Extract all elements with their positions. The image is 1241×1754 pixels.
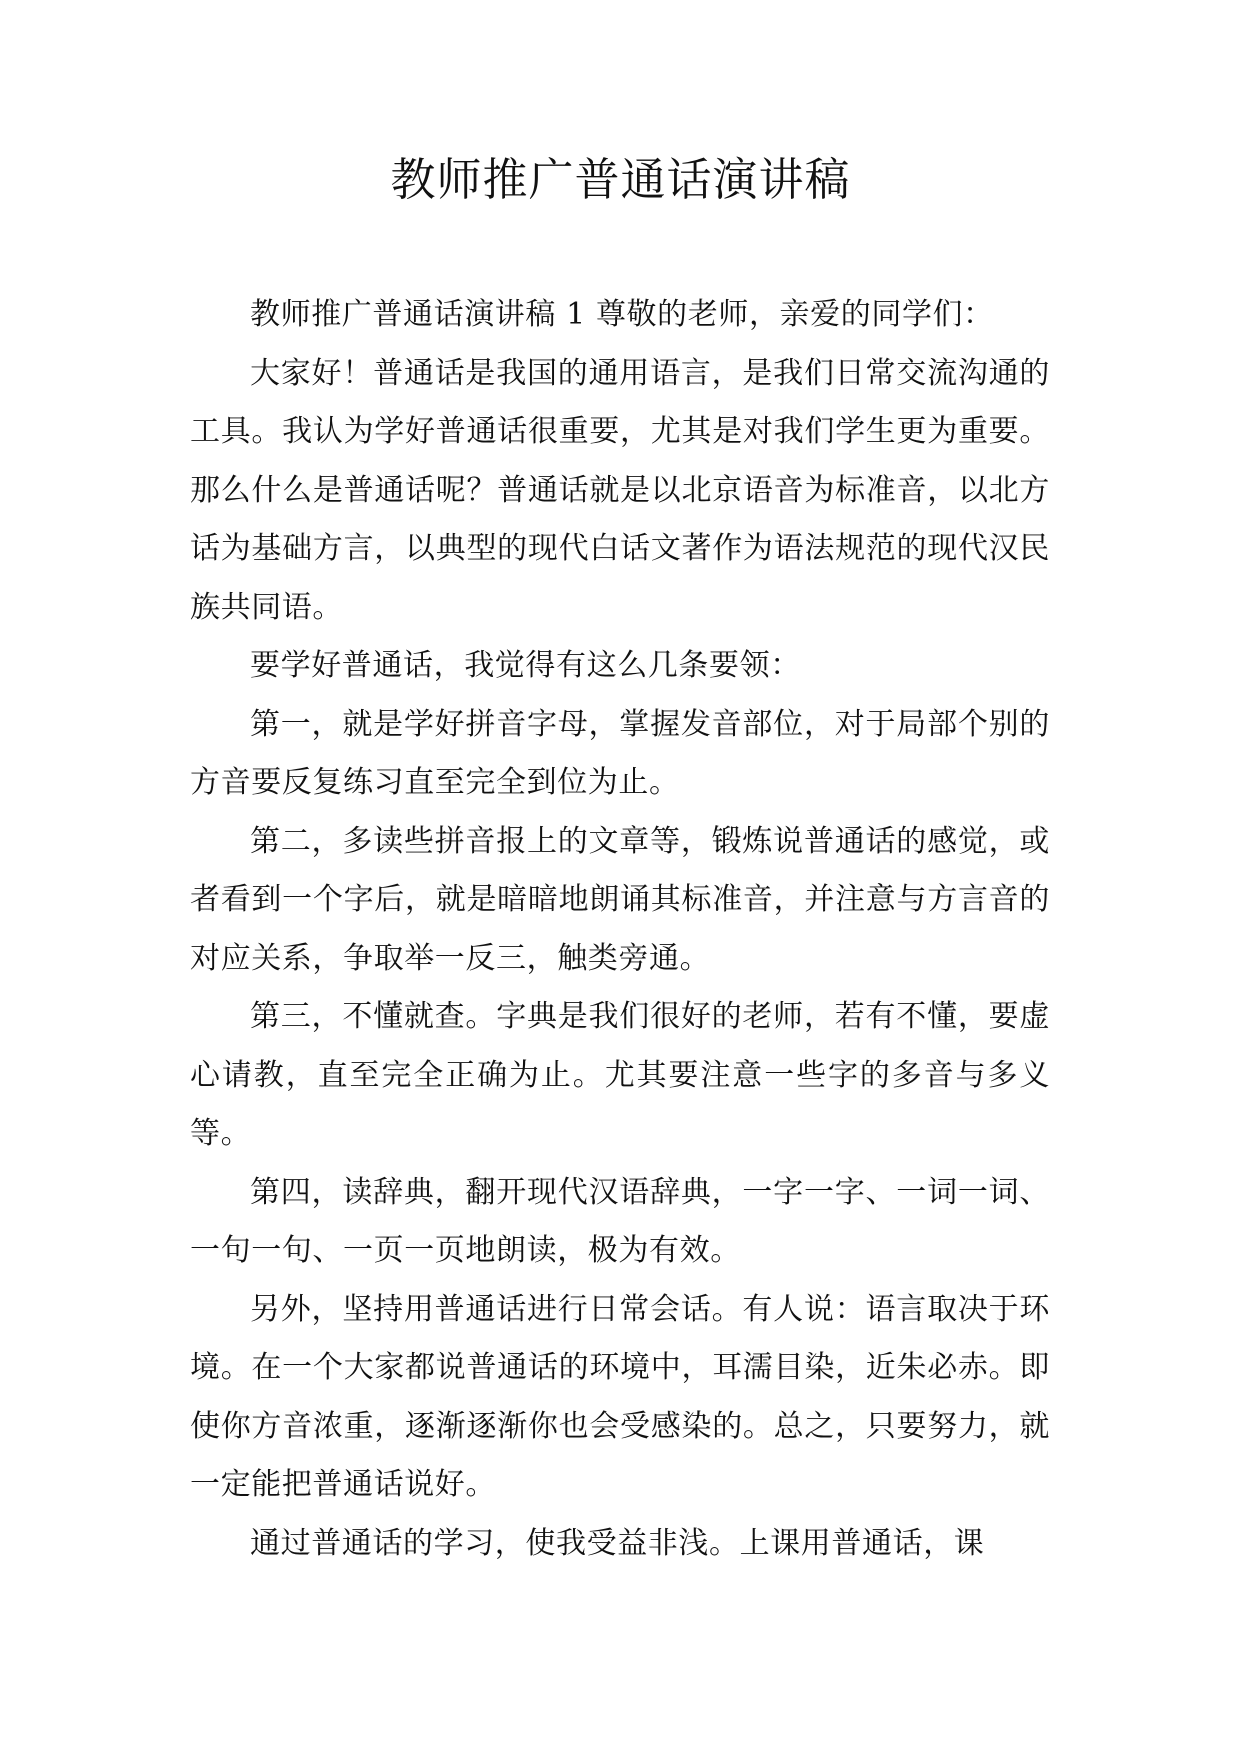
paragraph-key-points-lead: 要学好普通话，我觉得有这么几条要领： xyxy=(250,648,801,683)
paragraph-conclusion-partial: 通过普通话的学习，使我受益非浅。上课用普通话，课 xyxy=(250,1525,985,1561)
paragraph-intro: 大家好！普通话是我国的通用语言，是我们日常交流沟通的工具。我认为学好普通话很重要，尤其是对我们学生更为重要。那么什么是普通话呢？普通话就是以北京语音为标准音，以北方话为基础方言，以典型的现代白话文著作为语法规范的现代汉民族共同语。 xyxy=(190,355,1050,625)
paragraph-point-one: 第一，就是学好拼音字母，掌握发音部位，对于局部个别的方音要反复练习直至完全到位为止。 xyxy=(190,706,1050,800)
paragraph-point-two: 第二，多读些拼音报上的文章等，锻炼说普通话的感觉，或者看到一个字后，就是暗暗地朗诵其标准音，并注意与方言音的对应关系，争取举一反三，触类旁通。 xyxy=(190,823,1050,976)
paragraph-additional: 另外，坚持用普通话进行日常会话。有人说：语言取决于环境。在一个大家都说普通话的环境中，耳濡目染，近朱必赤。即使你方音浓重，逐渐逐渐你也会受感染的。总之，只要努力，就一定能把普通话说好。 xyxy=(190,1291,1050,1502)
document-body xyxy=(190,286,1050,1573)
paragraph-salutation: 教师推广普通话演讲稿 1 尊敬的老师，亲爱的同学们： xyxy=(250,297,994,332)
paragraph-point-three: 第三，不懂就查。字典是我们很好的老师，若有不懂，要虚心请教，直至完全正确为止。尤其要注意一些字的多音与多义等。 xyxy=(190,999,1050,1151)
paragraph-point-four: 第四，读辞典，翻开现代汉语辞典，一字一字、一词一词、一句一句、一页一页地朗读，极为有效。 xyxy=(190,1174,1050,1268)
document-title: 教师推广普通话演讲稿 xyxy=(390,153,851,206)
